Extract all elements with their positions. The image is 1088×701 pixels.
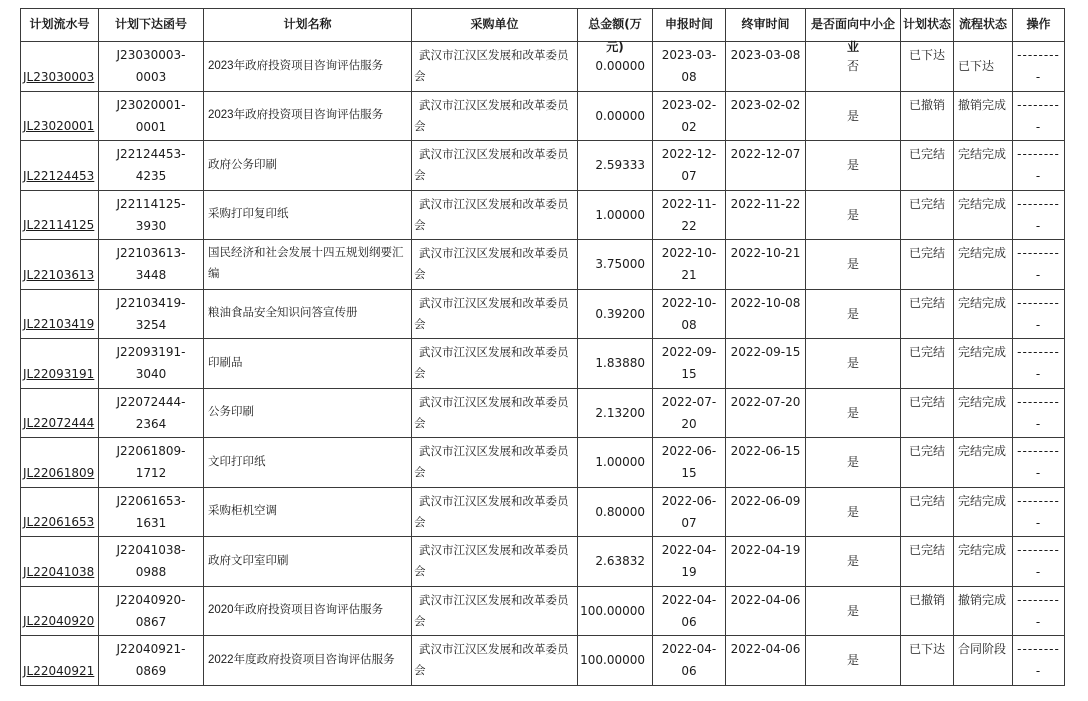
total-amount: 100.00000	[578, 586, 653, 636]
header-declare-date: 申报时间	[664, 17, 713, 31]
header-plan-status: 计划状态	[902, 17, 951, 31]
declare-date: 2022-04-06	[653, 636, 726, 686]
final-review-date: 2022-06-09	[726, 487, 806, 537]
final-review-date: 2022-09-15	[726, 339, 806, 389]
plan-status: 已撤销	[901, 91, 954, 141]
purchasing-unit: 武汉市江汉区发展和改革委员会	[412, 190, 578, 240]
plan-letter-number: J22124453-4235	[99, 141, 204, 191]
column-header	[653, 9, 726, 42]
plan-name: 文印打印纸	[204, 438, 412, 488]
table-row	[21, 190, 1065, 240]
plan-letter-number: J22040920-0867	[99, 586, 204, 636]
table-row	[21, 339, 1065, 389]
purchasing-unit: 武汉市江汉区发展和改革委员会	[412, 289, 578, 339]
header-purchasing-unit: 采购单位	[470, 17, 519, 31]
declare-date: 2022-09-15	[653, 339, 726, 389]
sme-oriented: 是	[806, 586, 901, 636]
purchasing-unit: 武汉市江汉区发展和改革委员会	[412, 42, 578, 92]
plan-serial-link[interactable]: JL23030003	[21, 42, 99, 92]
header-sme: 是否面向中小企业	[810, 17, 895, 54]
column-header	[204, 9, 412, 42]
action-cell: ---------	[1013, 487, 1065, 537]
declare-date: 2022-07-20	[653, 388, 726, 438]
total-amount: 3.75000	[578, 240, 653, 290]
flow-status: 完结完成	[954, 438, 1013, 488]
column-header	[1013, 9, 1065, 42]
sme-oriented: 是	[806, 240, 901, 290]
action-cell: ---------	[1013, 388, 1065, 438]
plan-status: 已下达	[901, 42, 954, 92]
plan-name: 2023年政府投资项目咨询评估服务	[204, 91, 412, 141]
plan-status: 已完结	[901, 339, 954, 389]
total-amount: 1.83880	[578, 339, 653, 389]
plan-serial-link[interactable]: JL22040921	[21, 636, 99, 686]
action-cell: ---------	[1013, 91, 1065, 141]
sme-oriented: 是	[806, 438, 901, 488]
plan-status: 已完结	[901, 240, 954, 290]
plan-serial-link[interactable]: JL23020001	[21, 91, 99, 141]
final-review-date: 2022-04-06	[726, 636, 806, 686]
column-header	[21, 9, 99, 42]
total-amount: 0.39200	[578, 289, 653, 339]
column-header	[412, 9, 578, 42]
plan-letter-number: J22061809-1712	[99, 438, 204, 488]
plan-serial-link[interactable]: JL22103613	[21, 240, 99, 290]
plan-letter-number: J22061653-1631	[99, 487, 204, 537]
flow-status: 已下达	[954, 42, 1013, 92]
flow-status: 完结完成	[954, 141, 1013, 191]
total-amount: 1.00000	[578, 438, 653, 488]
flow-status: 完结完成	[954, 339, 1013, 389]
flow-status: 完结完成	[954, 240, 1013, 290]
plan-status: 已完结	[901, 388, 954, 438]
plan-name: 采购打印复印纸	[204, 190, 412, 240]
total-amount: 2.63832	[578, 537, 653, 587]
plan-serial-link[interactable]: JL22103419	[21, 289, 99, 339]
action-cell: ---------	[1013, 289, 1065, 339]
plan-name: 粮油食品安全知识问答宣传册	[204, 289, 412, 339]
sme-oriented: 是	[806, 289, 901, 339]
plan-name: 政府文印室印刷	[204, 537, 412, 587]
table-row	[21, 289, 1065, 339]
plan-status: 已完结	[901, 141, 954, 191]
action-cell: ---------	[1013, 438, 1065, 488]
header-plan-name: 计划名称	[283, 17, 332, 31]
action-cell: ---------	[1013, 537, 1065, 587]
plan-letter-number: J22072444-2364	[99, 388, 204, 438]
declare-date: 2022-04-06	[653, 586, 726, 636]
sme-oriented: 是	[806, 636, 901, 686]
column-header	[954, 9, 1013, 42]
sme-oriented: 是	[806, 537, 901, 587]
total-amount: 2.59333	[578, 141, 653, 191]
flow-status: 合同阶段	[954, 636, 1013, 686]
sme-oriented: 是	[806, 388, 901, 438]
plan-name: 印刷品	[204, 339, 412, 389]
action-cell: ---------	[1013, 141, 1065, 191]
final-review-date: 2022-06-15	[726, 438, 806, 488]
header-serial: 计划流水号	[29, 17, 90, 31]
plan-serial-link[interactable]: JL22061653	[21, 487, 99, 537]
declare-date: 2022-12-07	[653, 141, 726, 191]
plan-status: 已完结	[901, 289, 954, 339]
plan-serial-link[interactable]: JL22093191	[21, 339, 99, 389]
plan-name: 公务印刷	[204, 388, 412, 438]
table-row	[21, 636, 1065, 686]
plan-serial-link[interactable]: JL22072444	[21, 388, 99, 438]
table-row	[21, 438, 1065, 488]
final-review-date: 2023-03-08	[726, 42, 806, 92]
final-review-date: 2023-02-02	[726, 91, 806, 141]
plan-name: 2020年政府投资项目咨询评估服务	[204, 586, 412, 636]
table-row	[21, 537, 1065, 587]
final-review-date: 2022-11-22	[726, 190, 806, 240]
action-cell: ---------	[1013, 190, 1065, 240]
sme-oriented: 是	[806, 91, 901, 141]
table-row	[21, 240, 1065, 290]
flow-status: 完结完成	[954, 190, 1013, 240]
total-amount: 0.00000	[578, 42, 653, 92]
action-cell: ---------	[1013, 42, 1065, 92]
purchasing-unit: 武汉市江汉区发展和改革委员会	[412, 91, 578, 141]
sme-oriented: 是	[806, 141, 901, 191]
plan-serial-link[interactable]: JL22040920	[21, 586, 99, 636]
purchasing-unit: 武汉市江汉区发展和改革委员会	[412, 141, 578, 191]
purchasing-unit: 武汉市江汉区发展和改革委员会	[412, 487, 578, 537]
table-row	[21, 388, 1065, 438]
flow-status: 完结完成	[954, 388, 1013, 438]
header-flow-status: 流程状态	[958, 17, 1007, 31]
declare-date: 2022-10-08	[653, 289, 726, 339]
plan-name: 2023年政府投资项目咨询评估服务	[204, 42, 412, 92]
final-review-date: 2022-10-21	[726, 240, 806, 290]
header-letter-number: 计划下达函号	[114, 17, 187, 31]
plan-letter-number: J22040921-0869	[99, 636, 204, 686]
table-row	[21, 141, 1065, 191]
total-amount: 2.13200	[578, 388, 653, 438]
plan-status: 已完结	[901, 438, 954, 488]
final-review-date: 2022-12-07	[726, 141, 806, 191]
column-header	[578, 9, 653, 54]
purchasing-unit: 武汉市江汉区发展和改革委员会	[412, 388, 578, 438]
plan-letter-number: J23020001-0001	[99, 91, 204, 141]
total-amount: 0.00000	[578, 91, 653, 141]
purchasing-unit: 武汉市江汉区发展和改革委员会	[412, 537, 578, 587]
final-review-date: 2022-07-20	[726, 388, 806, 438]
sme-oriented: 是	[806, 190, 901, 240]
plan-letter-number: J22114125-3930	[99, 190, 204, 240]
flow-status: 撤销完成	[954, 91, 1013, 141]
declare-date: 2022-10-21	[653, 240, 726, 290]
plan-name: 政府公务印刷	[204, 141, 412, 191]
procurement-plan-table	[20, 8, 1065, 686]
declare-date: 2023-03-08	[653, 42, 726, 92]
column-header	[726, 9, 806, 42]
action-cell: ---------	[1013, 240, 1065, 290]
plan-name: 国民经济和社会发展十四五规划纲要汇编	[204, 240, 412, 290]
plan-status: 已撤销	[901, 586, 954, 636]
plan-serial-link[interactable]: JL22041038	[21, 537, 99, 587]
plan-name: 2022年度政府投资项目咨询评估服务	[204, 636, 412, 686]
table-row	[21, 91, 1065, 141]
plan-letter-number: J22103419-3254	[99, 289, 204, 339]
total-amount: 0.80000	[578, 487, 653, 537]
purchasing-unit: 武汉市江汉区发展和改革委员会	[412, 438, 578, 488]
plan-serial-link[interactable]: JL22114125	[21, 190, 99, 240]
plan-serial-link[interactable]: JL22124453	[21, 141, 99, 191]
flow-status: 完结完成	[954, 537, 1013, 587]
flow-status: 完结完成	[954, 289, 1013, 339]
declare-date: 2022-06-07	[653, 487, 726, 537]
header-total-amount: 总金额(万元)	[588, 17, 642, 54]
plan-letter-number: J22041038-0988	[99, 537, 204, 587]
declare-date: 2022-04-19	[653, 537, 726, 587]
purchasing-unit: 武汉市江汉区发展和改革委员会	[412, 339, 578, 389]
column-header	[901, 9, 954, 42]
action-cell: ---------	[1013, 339, 1065, 389]
total-amount: 100.00000	[578, 636, 653, 686]
declare-date: 2022-11-22	[653, 190, 726, 240]
table-row	[21, 42, 1065, 92]
action-cell: ---------	[1013, 636, 1065, 686]
total-amount: 1.00000	[578, 190, 653, 240]
header-action: 操作	[1026, 17, 1051, 31]
table-row	[21, 487, 1065, 537]
sme-oriented: 是	[806, 487, 901, 537]
table-row	[21, 586, 1065, 636]
column-header	[99, 9, 204, 42]
plan-letter-number: J22093191-3040	[99, 339, 204, 389]
flow-status: 完结完成	[954, 487, 1013, 537]
header-final-date: 终审时间	[741, 17, 790, 31]
plan-serial-link[interactable]: JL22061809	[21, 438, 99, 488]
final-review-date: 2022-10-08	[726, 289, 806, 339]
flow-status: 撤销完成	[954, 586, 1013, 636]
action-cell: ---------	[1013, 586, 1065, 636]
table-header-row	[21, 9, 1065, 42]
plan-status: 已完结	[901, 190, 954, 240]
final-review-date: 2022-04-06	[726, 586, 806, 636]
column-header	[806, 9, 901, 54]
purchasing-unit: 武汉市江汉区发展和改革委员会	[412, 586, 578, 636]
declare-date: 2023-02-02	[653, 91, 726, 141]
declare-date: 2022-06-15	[653, 438, 726, 488]
plan-letter-number: J23030003-0003	[99, 42, 204, 92]
plan-letter-number: J22103613-3448	[99, 240, 204, 290]
plan-name: 采购柜机空调	[204, 487, 412, 537]
purchasing-unit: 武汉市江汉区发展和改革委员会	[412, 636, 578, 686]
sme-oriented: 是	[806, 339, 901, 389]
final-review-date: 2022-04-19	[726, 537, 806, 587]
purchasing-unit: 武汉市江汉区发展和改革委员会	[412, 240, 578, 290]
plan-status: 已下达	[901, 636, 954, 686]
plan-status: 已完结	[901, 487, 954, 537]
plan-status: 已完结	[901, 537, 954, 587]
sme-oriented: 否	[806, 42, 901, 92]
